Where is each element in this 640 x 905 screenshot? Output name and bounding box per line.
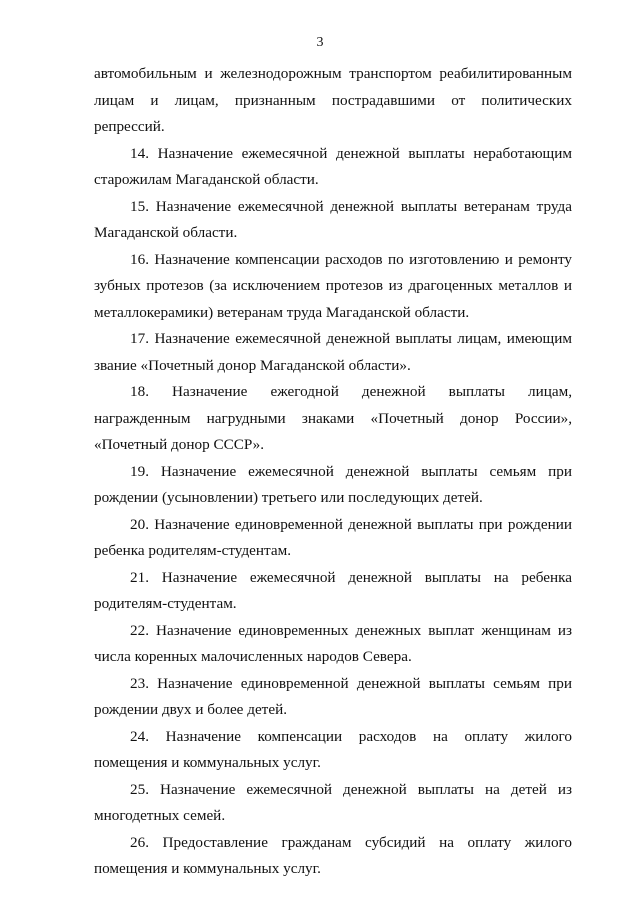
page-number: 3: [316, 35, 324, 50]
paragraph-continuation: автомобильным и железнодорожным транспортом реабилитированным лицам и лицам, признанным пострадавшими от политических репрессий.: [94, 65, 572, 135]
document-body: [94, 61, 572, 883]
paragraph-item-18: 18. Назначение ежегодной денежной выплаты лицам, награжденным нагрудными знаками «Почетный донор России», «Почетный донор СССР».: [94, 383, 572, 453]
paragraph-item-16: 16. Назначение компенсации расходов по изготовлению и ремонту зубных протезов (за исключением протезов из драгоценных металлов и металлокерамики) ветеранам труда Магаданской области.: [94, 250, 572, 321]
paragraph-item-17: 17. Назначение ежемесячной денежной выплаты лицам, имеющим звание «Почетный донор Магаданской области».: [94, 330, 572, 374]
paragraph-item-22: 22. Назначение единовременных денежных выплат женщинам из числа коренных малочисленных народов Севера.: [94, 621, 572, 665]
paragraph-item-14: 14. Назначение ежемесячной денежной выплаты неработающим старожилам Магаданской области.: [94, 144, 572, 188]
paragraph-item-20: 20. Назначение единовременной денежной выплаты при рождении ребенка родителям-студентам.: [94, 515, 572, 559]
paragraph-item-23: 23. Назначение единовременной денежной выплаты семьям при рождении двух и более детей.: [94, 674, 572, 718]
paragraph-item-21: 21. Назначение ежемесячной денежной выплаты на ребенка родителям-студентам.: [94, 568, 572, 612]
paragraph-item-24: 24. Назначение компенсации расходов на оплату жилого помещения и коммунальных услуг.: [94, 727, 572, 771]
paragraph-item-15: 15. Назначение ежемесячной денежной выплаты ветеранам труда Магаданской области.: [94, 197, 572, 241]
paragraph-item-19: 19. Назначение ежемесячной денежной выплаты семьям при рождении (усыновлении) третьего или последующих детей.: [94, 462, 572, 506]
paragraph-item-26: 26. Предоставление гражданам субсидий на оплату жилого помещения и коммунальных услуг.: [94, 833, 572, 877]
paragraph-item-25: 25. Назначение ежемесячной денежной выплаты на детей из многодетных семей.: [94, 780, 572, 824]
